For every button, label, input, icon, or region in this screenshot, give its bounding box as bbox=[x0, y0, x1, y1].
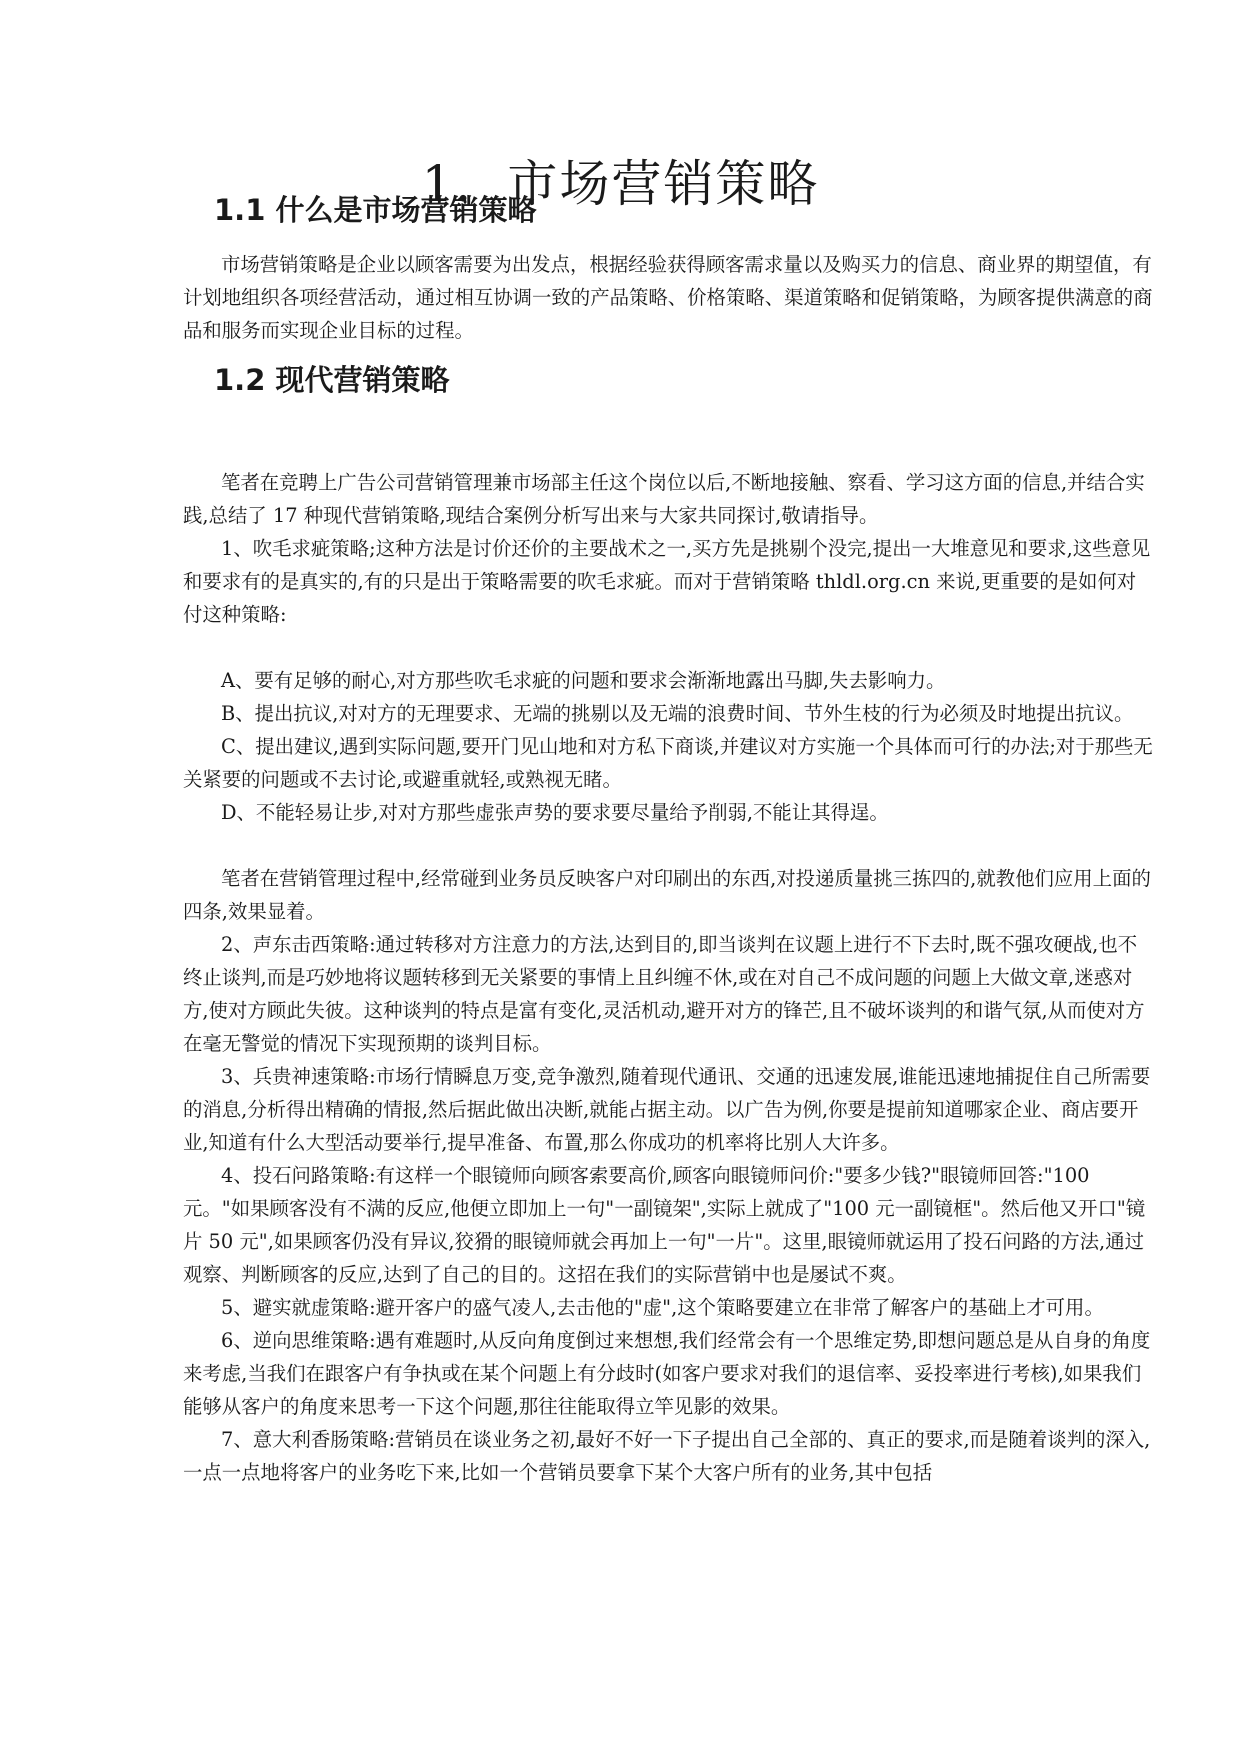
document-title: 1．市场营销策略 bbox=[421, 154, 820, 213]
paragraph: 6、逆向思维策略:遇有难题时,从反向角度倒过来想想,我们经常会有一个思维定势,即想问题总是从自身的角度来考虑,当我们在跟客户有争执或在某个问题上有分歧时(如客户要求对我们的退信率、妥投率进行考核),如果我们能够从客户的角度来思考一下这个问题,那往往能取得立竿见影的效果。 bbox=[183, 1329, 1151, 1418]
paragraph: 7、意大利香肠策略:营销员在谈业务之初,最好不好一下子提出自己全部的、真正的要求,而是随着谈判的深入,一点一点地将客户的业务吃下来,比如一个营销员要拿下某个大客户所有的业务,其中包括 bbox=[183, 1428, 1151, 1484]
paragraph: 笔者在营销管理过程中,经常碰到业务员反映客户对印刷出的东西,对投递质量挑三拣四的,就教他们应用上面的四条,效果显着。 bbox=[183, 867, 1151, 923]
section-1-2-body bbox=[183, 466, 1153, 1489]
paragraph: 3、兵贵神速策略:市场行情瞬息万变,竞争激烈,随着现代通讯、交通的迅速发展,谁能迅速地捕捉住自己所需要的消息,分析得出精确的情报,然后据此做出决断,就能占据主动。以广告为例,你要是提前知道哪家企业、商店要开业,知道有什么大型活动要举行,提早准备、布置,那么你成功的机率将比别人大许多。 bbox=[183, 1065, 1151, 1154]
paragraph: 5、避实就虚策略:避开客户的盛气凌人,去击他的"虚",这个策略要建立在非常了解客户的基础上才可用。 bbox=[221, 1296, 1104, 1319]
section-heading-1-1: 1.1 什么是市场营销策略 bbox=[214, 193, 537, 227]
paragraph: 笔者在竞聘上广告公司营销管理兼市场部主任这个岗位以后,不断地接触、察看、学习这方面的信息,并结合实践,总结了 17 种现代营销策略,现结合案例分析写出来与大家共同探讨,敬请指导。 bbox=[183, 471, 1145, 527]
paragraph: D、不能轻易让步,对对方那些虚张声势的要求要尽量给予削弱,不能让其得逞。 bbox=[221, 801, 889, 824]
section-1-1-body bbox=[183, 248, 1153, 347]
paragraph: 市场营销策略是企业以顾客需要为出发点，根据经验获得顾客需求量以及购买力的信息、商业界的期望值，有计划地组织各项经营活动，通过相互协调一致的产品策略、价格策略、渠道策略和促销策略，为顾客提供满意的商品和服务而实现企业目标的过程。 bbox=[183, 253, 1153, 342]
paragraph: 2、声东击西策略:通过转移对方注意力的方法,达到目的,即当谈判在议题上进行不下去时,既不强攻硬战,也不终止谈判,而是巧妙地将议题转移到无关紧要的事情上且纠缠不休,或在对自己不成问题的问题上大做文章,迷惑对方,使对方顾此失彼。这种谈判的特点是富有变化,灵活机动,避开对方的锋芒,且不破坏谈判的和谐气氛,从而使对方在毫无警觉的情况下实现预期的谈判目标。 bbox=[183, 933, 1145, 1055]
paragraph: B、提出抗议,对对方的无理要求、无端的挑剔以及无端的浪费时间、节外生枝的行为必须及时地提出抗议。 bbox=[221, 702, 1134, 725]
section-heading-1-2: 1.2 现代营销策略 bbox=[214, 363, 450, 397]
paragraph: C、提出建议,遇到实际问题,要开门见山地和对方私下商谈,并建议对方实施一个具体而可行的办法;对于那些无关紧要的问题或不去讨论,或避重就轻,或熟视无睹。 bbox=[183, 735, 1153, 791]
paragraph: A、要有足够的耐心,对方那些吹毛求疵的问题和要求会渐渐地露出马脚,失去影响力。 bbox=[221, 669, 946, 692]
paragraph: 1、吹毛求疵策略;这种方法是讨价还价的主要战术之一,买方先是挑剔个没完,提出一大堆意见和要求,这些意见和要求有的是真实的,有的只是出于策略需要的吹毛求疵。而对于营销策略 thldl.org.cn 来说,更重要的是如何对付这种策略: bbox=[183, 537, 1151, 626]
paragraph: 4、投石问路策略:有这样一个眼镜师向顾客索要高价,顾客向眼镜师问价:"要多少钱?"眼镜师回答:"100 元。"如果顾客没有不满的反应,他便立即加上一句"一副镜架",实际上就成了"100 元一副镜框"。然后他又开口"镜片 50 元",如果顾客仍没有异议,狡猾的眼镜师就会再加上一句"一片"。这里,眼镜师就运用了投石问路的方法,通过观察、判断顾客的反应,达到了自己的目的。这招在我们的实际营销中也是屡试不爽。 bbox=[183, 1164, 1146, 1286]
